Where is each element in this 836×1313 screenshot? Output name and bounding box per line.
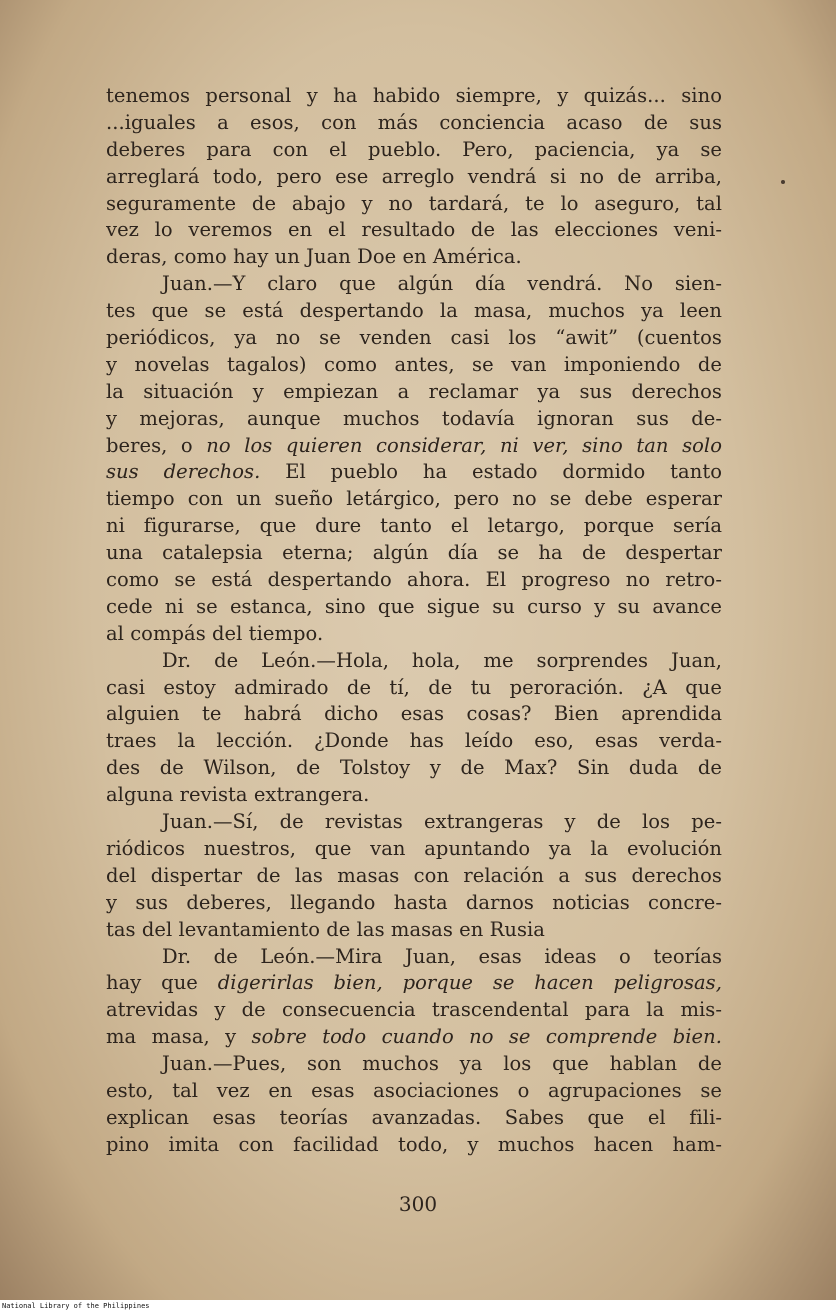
text-line-segment: ni figurarse, que dure tanto el letargo, porque sería <box>106 514 722 538</box>
italic-text-segment: digerirlas bien, porque se hacen peligrosas, <box>217 971 722 995</box>
text-line-segment: Juan.—Y claro que algún día vendrá. No sien- <box>162 272 722 296</box>
text-line-segment: Dr. de León.—Mira Juan, esas ideas o teorías <box>162 944 722 968</box>
text-line-segment: tiempo con un sueño letárgico, pero no se debe esperar <box>106 487 722 511</box>
text-line <box>106 1024 722 1051</box>
text-line-segment: tas del levantamiento de las masas en Rusia <box>106 917 545 941</box>
text-line <box>106 164 722 191</box>
italic-text-segment: no los quieren considerar, ni ver, sino tan solo <box>206 433 722 457</box>
text-line <box>106 83 722 110</box>
text-line-segment: del dispertar de las masas con relación a sus derechos <box>106 863 722 887</box>
text-line <box>106 433 722 460</box>
text-line <box>106 863 722 890</box>
text-line <box>106 1105 722 1132</box>
text-line <box>106 406 722 433</box>
text-line <box>106 755 722 782</box>
text-line <box>106 459 722 486</box>
text-line <box>106 701 722 728</box>
text-line-segment: esto, tal vez en esas asociaciones o agrupaciones se <box>106 1078 722 1102</box>
text-line <box>106 648 722 675</box>
text-line <box>106 917 722 944</box>
text-line <box>106 325 722 352</box>
text-line <box>106 1132 722 1159</box>
text-line-segment: traes la lección. ¿Donde has leído eso, esas verda- <box>106 729 722 753</box>
text-line <box>106 728 722 755</box>
text-line-segment: beres, o <box>106 433 207 457</box>
text-line-segment: Dr. de León.—Hola, hola, me sorprendes Juan, <box>162 648 722 672</box>
text-line <box>106 110 722 137</box>
text-line-segment: arreglará todo, pero ese arreglo vendrá si no de arriba, <box>106 164 722 188</box>
text-line-segment: deberes para con el pueblo. Pero, paciencia, ya se <box>106 137 722 161</box>
text-line-segment: como se está despertando ahora. El progreso no retro- <box>106 568 722 592</box>
text-line-segment: Juan.—Pues, son muchos ya los que hablan de <box>162 1052 722 1076</box>
text-line-segment: atrevidas y de consecuencia trascendental para la mis- <box>106 998 722 1022</box>
text-line-segment: El pueblo ha estado dormido tanto <box>260 460 722 484</box>
text-line-segment: periódicos, ya no se venden casi los “awit” (cuentos <box>106 326 722 350</box>
text-line-segment: deras, como hay un Juan Doe en América. <box>106 245 522 269</box>
text-line-segment: alguien te habrá dicho esas cosas? Bien aprendida <box>106 702 722 726</box>
text-line <box>106 1051 722 1078</box>
text-line <box>106 621 722 648</box>
text-line-segment: hay que <box>106 971 218 995</box>
text-line <box>106 809 722 836</box>
text-line-segment: y mejoras, aunque muchos todavía ignoran sus de- <box>106 406 722 430</box>
text-line-segment: vez lo veremos en el resultado de las elecciones veni- <box>106 218 722 242</box>
text-line <box>106 379 722 406</box>
text-line <box>106 890 722 917</box>
text-line <box>106 836 722 863</box>
text-line <box>106 1078 722 1105</box>
text-line <box>106 567 722 594</box>
text-line <box>106 675 722 702</box>
text-line <box>106 191 722 218</box>
text-line <box>106 217 722 244</box>
text-line <box>106 540 722 567</box>
text-line <box>106 782 722 809</box>
text-line-segment: seguramente de abajo y no tardará, te lo aseguro, tal <box>106 191 722 215</box>
text-line-segment: pino imita con facilidad todo, y muchos hacen ham- <box>106 1132 722 1156</box>
text-line-segment: des de Wilson, de Tolstoy y de Max? Sin duda de <box>106 756 722 780</box>
text-line <box>106 352 722 379</box>
text-line <box>106 944 722 971</box>
text-line-segment: cede ni se estanca, sino que sigue su curso y su avance <box>106 594 722 618</box>
text-line-segment: y sus deberes, llegando hasta darnos noticias concre- <box>106 890 722 914</box>
text-line <box>106 486 722 513</box>
text-line-segment: ma masa, y <box>106 1025 252 1049</box>
text-line-segment: tenemos personal y ha habido siempre, y quizás... sino <box>106 84 722 107</box>
text-line-segment: Juan.—Sí, de revistas extrangeras y de los pe- <box>162 810 722 834</box>
italic-text-segment: sus derechos. <box>106 460 261 484</box>
text-line <box>106 970 722 997</box>
ink-speck <box>781 180 785 184</box>
text-line <box>106 137 722 164</box>
text-line <box>106 997 722 1024</box>
text-line-segment: tes que se está despertando la masa, muchos ya leen <box>106 299 722 323</box>
text-line <box>106 513 722 540</box>
text-line-segment: casi estoy admirado de tí, de tu peroración. ¿A que <box>106 675 722 699</box>
text-line-segment: riódicos nuestros, que van apuntando ya la evolución <box>106 836 722 860</box>
text-line-segment: la situación y empiezan a reclamar ya sus derechos <box>106 379 722 403</box>
text-line <box>106 271 722 298</box>
text-line-segment: al compás del tiempo. <box>106 621 324 645</box>
page-body-text <box>106 83 722 1159</box>
text-line-segment: explican esas teorías avanzadas. Sabes que el fili- <box>106 1105 722 1129</box>
text-line-segment: y novelas tagalos) como antes, se van imponiendo de <box>106 352 722 376</box>
library-credit: National Library of the Philippines <box>2 1302 150 1310</box>
text-line <box>106 244 722 271</box>
text-line-segment: alguna revista extrangera. <box>106 783 370 807</box>
italic-text-segment: sobre todo cuando no se comprende bien. <box>251 1025 722 1049</box>
page-number: 300 <box>398 1192 438 1216</box>
text-line <box>106 298 722 325</box>
text-line <box>106 594 722 621</box>
text-line-segment: una catalepsia eterna; algún día se ha de despertar <box>106 541 722 565</box>
text-line-segment: ...iguales a esos, con más conciencia acaso de sus <box>106 110 722 134</box>
